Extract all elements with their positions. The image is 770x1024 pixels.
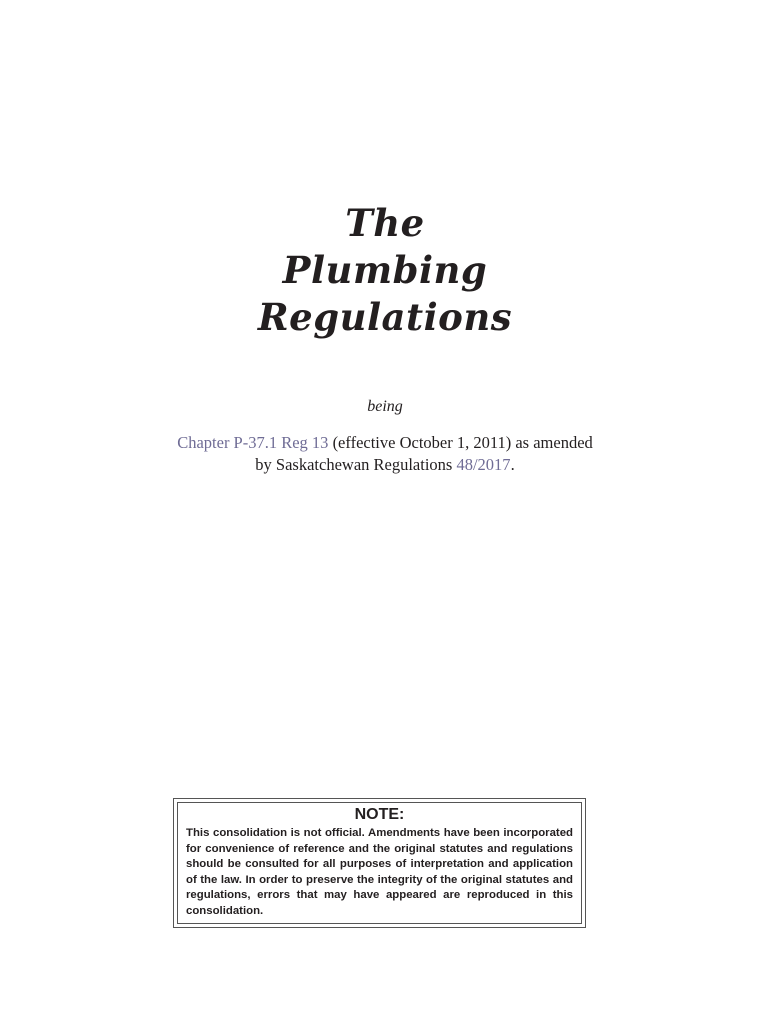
regulation-link[interactable]: 48/2017 <box>456 455 511 474</box>
note-body: This consolidation is not official. Amendments have been incorporated for convenience of reference and the original statutes and regulations should be consulted for all purposes of interpretation and application of the law. In order to preserve the integrity of the original statutes and regulations, errors that may have appeared are reproduced in this consolidation. <box>186 827 573 917</box>
title-line-3: Regulations <box>257 295 513 339</box>
being-label: being <box>367 398 403 415</box>
citation-period: . <box>510 455 515 474</box>
citation-line-2 <box>0 454 770 476</box>
title-line-2: Plumbing <box>282 248 488 292</box>
document-title <box>0 200 770 341</box>
note-inner-border <box>177 802 582 924</box>
note-heading: NOTE: <box>354 806 405 823</box>
citation-line-1 <box>0 432 770 454</box>
chapter-link[interactable]: Chapter P-37.1 Reg 13 <box>177 433 329 452</box>
citation-amended-text: by Saskatchewan Regulations <box>255 455 457 474</box>
note-box <box>173 798 586 928</box>
title-line-1: The <box>345 201 425 245</box>
citation <box>0 432 770 476</box>
citation-effective-text: (effective October 1, 2011) as amended <box>328 433 593 452</box>
